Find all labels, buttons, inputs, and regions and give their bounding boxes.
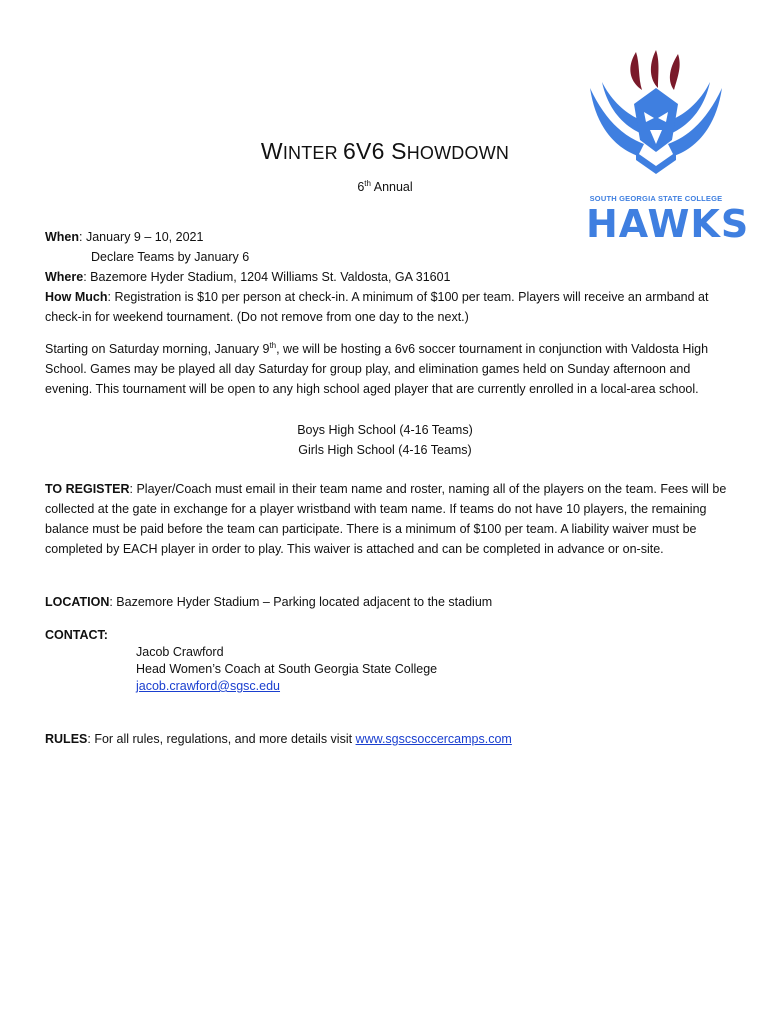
page-title: WINTER 6V6 SHOWDOWN	[260, 138, 510, 164]
location-line: LOCATION: Bazemore Hyder Stadium – Parking located adjacent to the stadium	[45, 595, 493, 609]
how-much-line: How Much: Registration is $10 per person at check-in. A minimum of $100 per team. Players will receive an armband at	[45, 290, 709, 304]
division-girls: Girls High School (4-16 Teams)	[298, 443, 472, 457]
hawks-wordmark: HAWKS	[586, 202, 750, 246]
when-line: When: January 9 – 10, 2021	[45, 230, 204, 244]
rules-website-link[interactable]: www.sgscsoccercamps.com	[355, 732, 512, 746]
register-paragraph: TO REGISTER: Player/Coach must email in their team name and roster, naming all of the players on the team. Fees will be collected at the gate in exchange for a player wristband with team name. If teams do not have 10 players, the remaining balance must be paid before the team can participate. There is a minimum of $100 per team. A liability waiver must be completed by EACH player in order to play. This waiver is attached and can be completed in advance or on-site.	[45, 482, 727, 556]
contact-role: Head Women’s Coach at South Georgia State College	[136, 662, 438, 676]
contact-email-link[interactable]: jacob.crawford@sgsc.edu	[136, 679, 281, 693]
contact-name: Jacob Crawford	[136, 645, 224, 659]
declare-teams-line: Declare Teams by January 6	[91, 250, 250, 264]
division-boys: Boys High School (4-16 Teams)	[297, 423, 473, 437]
intro-paragraph: Starting on Saturday morning, January 9th, we will be hosting a 6v6 soccer tournament in conjunction with Valdosta High School. Games may be played all day Saturday for group play, and elimination games held on Sunday afternoon and evening. This tournament will be open to any high school aged player that are currently enrolled in a local-area school.	[45, 340, 709, 396]
contact-email-line	[136, 678, 280, 694]
how-much-line-2: check-in for weekend tournament. (Do not remove from one day to the next.)	[45, 310, 469, 324]
school-name-text: SOUTH GEORGIA STATE COLLEGE	[589, 194, 723, 203]
where-line: Where: Bazemore Hyder Stadium, 1204 Williams St. Valdosta, GA 31601	[45, 270, 451, 284]
page-subtitle: 6th Annual	[357, 178, 413, 194]
rules-line: RULES: For all rules, regulations, and more details visit www.sgscsoccercamps.com	[45, 732, 512, 746]
contact-label: CONTACT:	[45, 628, 108, 642]
